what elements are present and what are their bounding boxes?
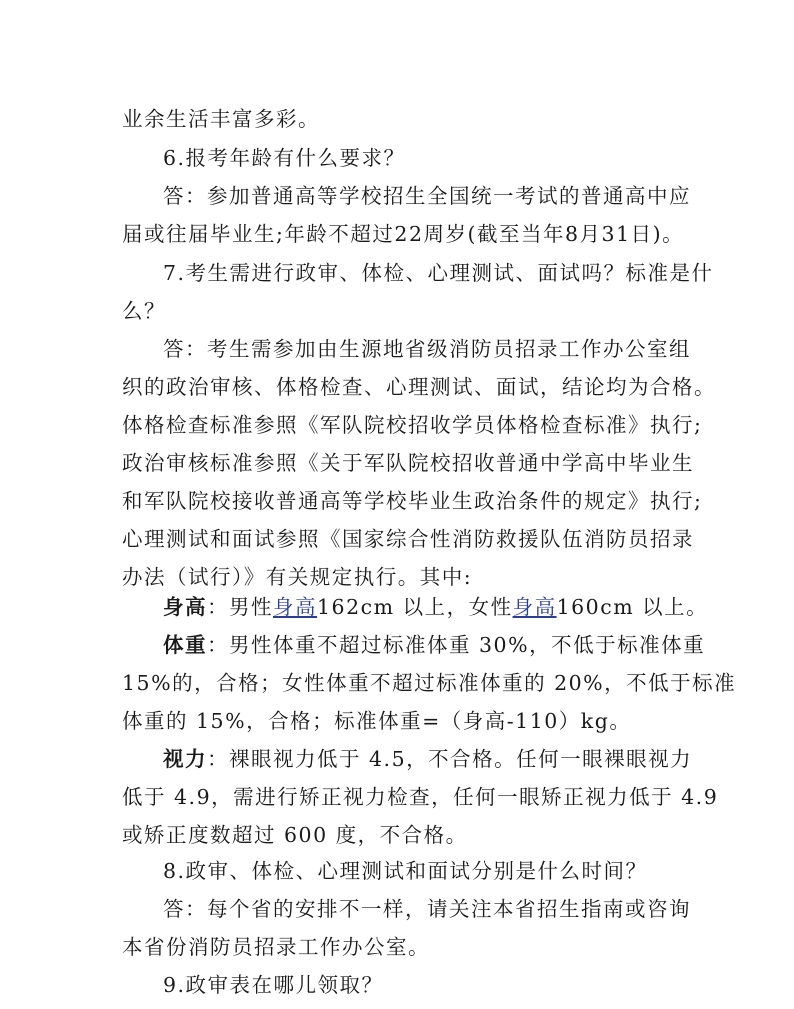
question-7-line-2: 么？ — [122, 299, 166, 323]
weight-text: ：男性体重不超过标准体重 30%，不低于标准体重 — [207, 633, 706, 657]
answer-7-line-2: 织的政治审核、体格检查、心理测试、面试，结论均为合格。 — [122, 375, 716, 399]
question-9: 9.政审表在哪儿领取？ — [163, 973, 384, 997]
vision-requirement — [163, 744, 692, 774]
answer-7-line-7: 办法（试行）》有关规定执行。其中: — [122, 565, 473, 589]
weight-line-3: 体重的 15%，合格；标准体重=（身高-110）kg。 — [122, 709, 632, 733]
height-text-2: 162cm 以上，女性 — [317, 595, 513, 619]
height-text-1: ：男性 — [207, 595, 273, 619]
answer-8-line-1: 答：每个省的安排不一样，请关注本省招生指南或咨询 — [163, 897, 691, 921]
answer-8-line-2: 本省份消防员招录工作办公室。 — [122, 935, 430, 959]
weight-line-2: 15%的，合格；女性体重不超过标准体重的 20%，不低于标准 — [122, 671, 737, 695]
height-text-3: 160cm 以上。 — [556, 595, 709, 619]
answer-7-line-4: 政治审核标准参照《关于军队院校招收普通中学高中毕业生 — [122, 451, 694, 475]
height-label: 身高 — [163, 595, 207, 619]
height-link-male[interactable]: 身高 — [273, 595, 317, 619]
question-6: 6.报考年龄有什么要求？ — [163, 146, 406, 170]
vision-label: 视力 — [163, 747, 207, 771]
question-7-line-1: 7.考生需进行政审、体检、心理测试、面试吗？标准是什 — [163, 261, 714, 285]
vision-text: ：裸眼视力低于 4.5，不合格。任何一眼裸眼视力 — [207, 747, 693, 771]
answer-7-line-6: 心理测试和面试参照《国家综合性消防救援队伍消防员招录 — [122, 527, 694, 551]
answer-7-line-3: 体格检查标准参照《军队院校招收学员体格检查标准》执行; — [122, 413, 703, 437]
height-requirement — [163, 592, 708, 622]
question-8: 8.政审、体检、心理测试和面试分别是什么时间？ — [163, 859, 648, 883]
paragraph-line: 业余生活丰富多彩。 — [122, 107, 320, 131]
answer-7-line-5: 和军队院校接收普通高等学校毕业生政治条件的规定》执行; — [122, 489, 703, 513]
answer-6-line-1: 答：参加普通高等学校招生全国统一考试的普通高中应 — [163, 184, 691, 208]
weight-requirement — [163, 630, 705, 660]
answer-6-line-2: 届或往届毕业生;年龄不超过22周岁(截至当年8月31日)。 — [122, 222, 685, 246]
answer-7-line-1: 答：考生需参加由生源地省级消防员招录工作办公室组 — [163, 337, 691, 361]
height-link-female[interactable]: 身高 — [512, 595, 557, 619]
weight-label: 体重 — [163, 633, 207, 657]
vision-line-2: 低于 4.9，需进行矫正视力检查，任何一眼矫正视力低于 4.9 — [122, 785, 719, 809]
vision-line-3: 或矫正度数超过 600 度，不合格。 — [122, 823, 468, 847]
